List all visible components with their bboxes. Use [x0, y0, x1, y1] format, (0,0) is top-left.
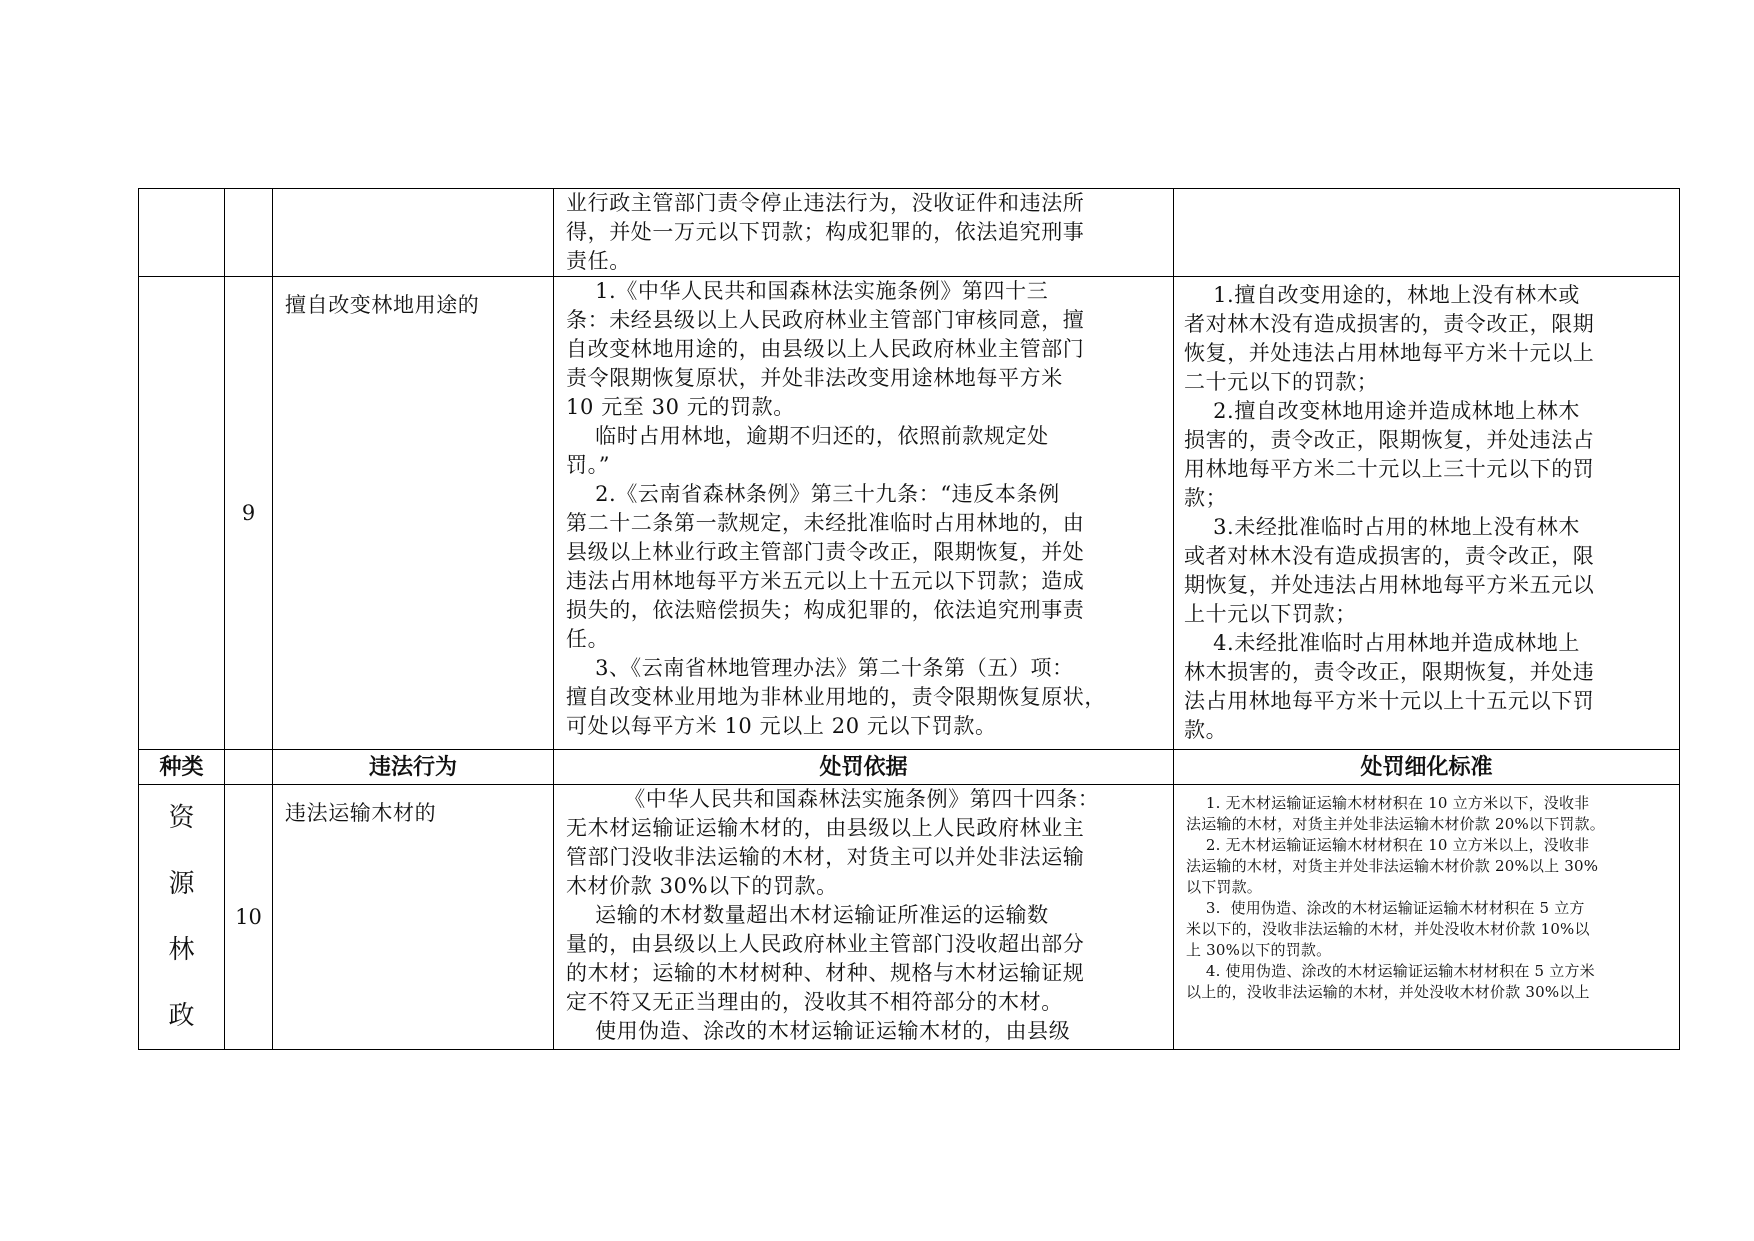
- standard-cell: [1174, 189, 1680, 277]
- category-cell: [139, 785, 225, 1050]
- basis-line: 第二十二条第一款规定，未经批准临时占用林地的，由: [566, 511, 1085, 535]
- standard-line: 米以下的，没收非法运输的木材，并处没收木材价款 10%以: [1186, 920, 1590, 938]
- standard-line: 以上的，没收非法运输的木材，并处没收木材价款 30%以上: [1186, 983, 1590, 1001]
- category-cell: [139, 189, 225, 277]
- basis-line: 无木材运输证运输木材的，由县级以上人民政府林业主: [566, 816, 1085, 840]
- standard-line: 者对林木没有造成损害的，责令改正，限期: [1184, 312, 1595, 336]
- basis-line: 10 元至 30 元的罚款。: [566, 395, 795, 419]
- standard-line: 3.未经批准临时占用的林地上没有林木: [1184, 515, 1580, 539]
- violation-cell: [273, 189, 554, 277]
- basis-line: 责令限期恢复原状，并处非法改变用途林地每平方米: [566, 366, 1063, 390]
- penalty-standards-table: [138, 188, 1680, 1050]
- standard-line: 4. 使用伪造、涂改的木材运输证运输木材材积在 5 立方米: [1186, 962, 1595, 980]
- basis-line: 责任。: [566, 249, 631, 273]
- violation-text: 违法运输木材的: [285, 801, 437, 825]
- standard-line: 法运输的木材，对货主并处非法运输木材价款 20%以下罚款。: [1186, 815, 1605, 833]
- standard-line: 用林地每平方米二十元以上三十元以下的罚: [1184, 457, 1595, 481]
- standard-line: 款。: [1184, 718, 1228, 742]
- basis-line: 擅自改变林业用地为非林业用地的，责令限期恢复原状，: [566, 685, 1106, 709]
- basis-line: 的木材；运输的木材树种、材种、规格与木材运输证规: [566, 961, 1085, 985]
- basis-line: 得，并处一万元以下罚款；构成犯罪的，依法追究刑事: [566, 220, 1085, 244]
- basis-line: 定不符又无正当理由的，没收其不相符部分的木材。: [566, 990, 1063, 1014]
- basis-line: 业行政主管部门责令停止违法行为，没收证件和违法所: [566, 191, 1085, 215]
- header-violation: 违法行为: [273, 750, 554, 785]
- basis-line: 1.《中华人民共和国森林法实施条例》第四十三: [566, 279, 1049, 303]
- standard-line: 3. 使用伪造、涂改的木材运输证运输木材材积在 5 立方: [1186, 899, 1585, 917]
- basis-line: 2.《云南省森林条例》第三十九条：“违反本条例: [566, 482, 1060, 506]
- row-number: 10: [225, 785, 273, 1050]
- header-blank: [225, 750, 273, 785]
- standard-line: 期恢复，并处违法占用林地每平方米五元以: [1184, 573, 1595, 597]
- header-standard: 处罚细化标准: [1174, 750, 1680, 785]
- category-char: 林: [168, 935, 195, 965]
- basis-line: 条：未经县级以上人民政府林业主管部门审核同意，擅: [566, 308, 1085, 332]
- standard-line: 上十元以下罚款；: [1184, 602, 1357, 626]
- header-category: 种类: [139, 750, 225, 785]
- standard-line: 或者对林木没有造成损害的，责令改正，限: [1184, 544, 1595, 568]
- standard-line: 林木损害的，责令改正，限期恢复，并处违: [1184, 660, 1595, 684]
- basis-line: 《中华人民共和国森林法实施条例》第四十四条：: [566, 787, 1100, 811]
- standard-cell: [1174, 277, 1680, 750]
- basis-line: 临时占用林地，逾期不归还的，依照前款规定处: [566, 424, 1049, 448]
- basis-line: 使用伪造、涂改的木材运输证运输木材的，由县级: [566, 1019, 1071, 1043]
- basis-line: 违法占用林地每平方米五元以上十五元以下罚款；造成: [566, 569, 1085, 593]
- number-cell: [225, 189, 273, 277]
- basis-cell: [554, 785, 1174, 1050]
- violation-text: 擅自改变林地用途的: [285, 293, 480, 317]
- basis-line: 管部门没收非法运输的木材，对货主可以并处非法运输: [566, 845, 1085, 869]
- basis-line: 损失的，依法赔偿损失；构成犯罪的，依法追究刑事责: [566, 598, 1085, 622]
- basis-cell: [554, 189, 1174, 277]
- violation-cell: [273, 277, 554, 750]
- basis-line: 3、《云南省林地管理办法》第二十条第（五）项：: [566, 656, 1074, 680]
- basis-line: 罚。”: [566, 453, 611, 477]
- category-char: 政: [168, 1001, 195, 1031]
- basis-line: 自改变林地用途的，由县级以上人民政府林业主管部门: [566, 337, 1085, 361]
- basis-line: 县级以上林业行政主管部门责令改正，限期恢复，并处: [566, 540, 1085, 564]
- standard-cell: [1174, 785, 1680, 1050]
- standard-line: 上 30%以下的罚款。: [1186, 941, 1332, 959]
- table-row: [139, 189, 1680, 277]
- table-row: [139, 785, 1680, 1050]
- standard-line: 损害的，责令改正，限期恢复，并处违法占: [1184, 428, 1595, 452]
- basis-line: 木材价款 30%以下的罚款。: [566, 874, 838, 898]
- basis-line: 运输的木材数量超出木材运输证所准运的运输数: [566, 903, 1049, 927]
- basis-line: 量的，由县级以上人民政府林业主管部门没收超出部分: [566, 932, 1085, 956]
- basis-line: 可处以每平方米 10 元以上 20 元以下罚款。: [566, 714, 997, 738]
- standard-line: 1. 无木材运输证运输木材材积在 10 立方米以下，没收非: [1186, 794, 1590, 812]
- standard-line: 款；: [1184, 486, 1228, 510]
- table-row: [139, 277, 1680, 750]
- violation-cell: [273, 785, 554, 1050]
- standard-line: 法占用林地每平方米十元以上十五元以下罚: [1184, 689, 1595, 713]
- category-char: 资: [168, 803, 195, 833]
- standard-line: 2. 无木材运输证运输木材材积在 10 立方米以上，没收非: [1186, 836, 1590, 854]
- category-cell: [139, 277, 225, 750]
- standard-line: 1.擅自改变用途的，林地上没有林木或: [1184, 283, 1580, 307]
- table-header-row: [139, 750, 1680, 785]
- standard-line: 恢复，并处违法占用林地每平方米十元以上: [1184, 341, 1595, 365]
- category-char: 源: [168, 869, 195, 899]
- row-number: 9: [225, 277, 273, 750]
- standard-line: 以下罚款。: [1186, 878, 1263, 896]
- standard-line: 法运输的木材，对货主并处非法运输木材价款 20%以上 30%: [1186, 857, 1599, 875]
- basis-cell: [554, 277, 1174, 750]
- header-basis: 处罚依据: [554, 750, 1174, 785]
- basis-line: 任。: [566, 627, 610, 651]
- standard-line: 2.擅自改变林地用途并造成林地上林木: [1184, 399, 1580, 423]
- standard-line: 4.未经批准临时占用林地并造成林地上: [1184, 631, 1580, 655]
- standard-line: 二十元以下的罚款；: [1184, 370, 1379, 394]
